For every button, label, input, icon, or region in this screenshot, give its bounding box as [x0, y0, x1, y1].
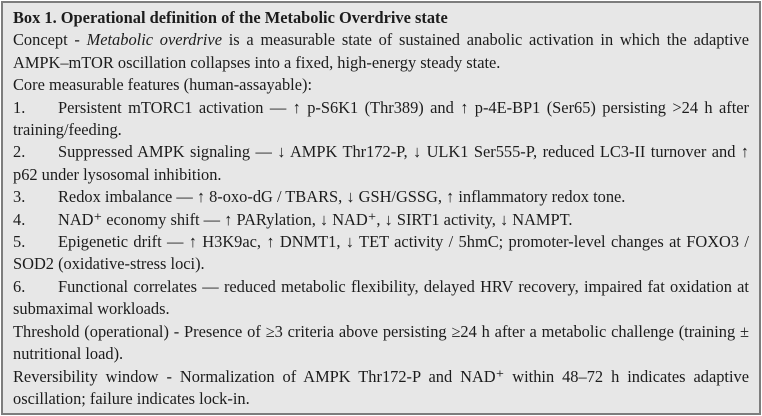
definition-box: [1, 1, 761, 415]
features-heading: Core measurable features (human-assayable):: [13, 75, 312, 95]
concept-paragraph: [13, 29, 749, 74]
feature-item-4: [13, 209, 749, 231]
item-text: Functional correlates — reduced metabolic flexibility, delayed HRV recovery, impaired fat oxidation at submaximal workloads.: [13, 276, 749, 319]
item-number: 1.: [13, 97, 26, 117]
feature-item-6: [13, 276, 749, 321]
item-number: 2.: [13, 142, 26, 162]
concept-label: Concept -: [13, 30, 87, 50]
item-text: NAD⁺ economy shift — ↑ PARylation, ↓ NAD⁺, ↓ SIRT1 activity, ↓ NAMPT.: [58, 209, 573, 229]
feature-item-1: [13, 97, 749, 142]
item-text: Epigenetic drift — ↑ H3K9ac, ↑ DNMT1, ↓ TET activity / 5hmC; promoter-level changes at FOXO3 / SOD2 (oxidative-stress loci).: [13, 232, 749, 274]
feature-item-5: [13, 231, 749, 276]
item-text: Redox imbalance — ↑ 8-oxo-dG / TBARS, ↓ GSH/GSSG, ↑ inflammatory redox tone.: [58, 187, 626, 207]
concept-rest: is a measurable state of sustained anabolic activation in which the adaptive AMPK–mTOR oscillation collapses into a fixed, high-energy steady state.: [13, 30, 749, 72]
reversibility-paragraph: Reversibility window - Normalization of AMPK Thr172-P and NAD⁺ within 48–72 h indicates adaptive oscillation; failure indicates lock-in.: [13, 366, 749, 408]
box-title: Box 1. Operational definition of the Metabolic Overdrive state: [13, 8, 448, 27]
concept-term: Metabolic overdrive: [86, 30, 222, 50]
item-number: 6.: [13, 276, 26, 296]
item-text: Suppressed AMPK signaling — ↓ AMPK Thr172-P, ↓ ULK1 Ser555-P, reduced LC3-II turnover and ↑ p62 under lysosomal inhibition.: [13, 142, 749, 184]
feature-item-2: [13, 141, 749, 186]
item-number: 5.: [13, 232, 26, 252]
feature-item-3: [13, 186, 749, 208]
item-text: Persistent mTORC1 activation — ↑ p-S6K1 (Thr389) and ↑ p-4E-BP1 (Ser65) persisting >24 h after training/feeding.: [13, 97, 749, 140]
threshold-paragraph: Threshold (operational) - Presence of ≥3 criteria above persisting ≥24 h after a metabolic challenge (training ± nutritional load).: [13, 321, 749, 364]
item-number: 3.: [13, 187, 26, 207]
item-number: 4.: [13, 209, 26, 229]
